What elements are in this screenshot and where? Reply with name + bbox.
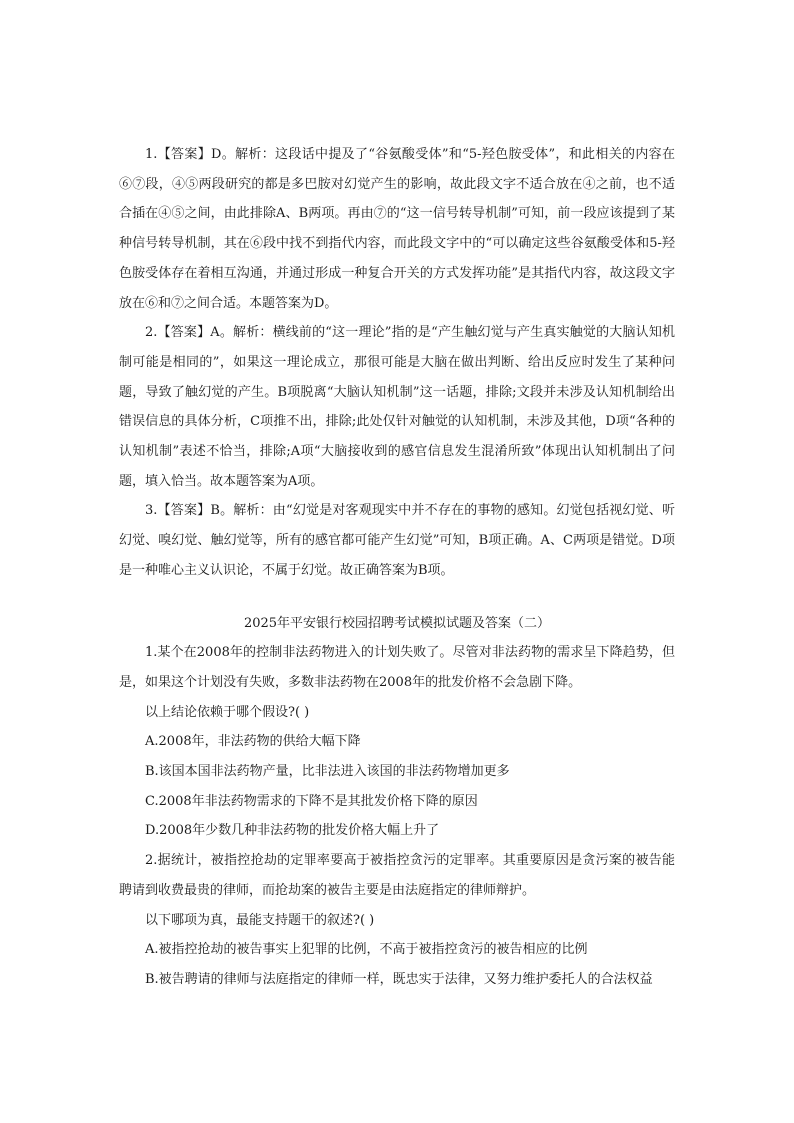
document-page: [119, 140, 675, 1100]
question-2-prompt: 以下哪项为真，最能支持题干的叙述?( ): [145, 912, 375, 928]
question-1-prompt: 以上结论依赖于哪个假设?( ): [145, 704, 310, 720]
answer-1: 1.【答案】D。解析：这段话中提及了“谷氨酸受体”和“5-羟色胺受体”，和此相关的内容在⑥⑦段，④⑤两段研究的都是多巴胺对幻觉产生的影响，故此段文字不适合放在④之前，也不适合插在④⑤之间，由此排除A、B两项。再由⑦的“这一信号转导机制”可知，前一段应该提到了某种信号转导机制，其在⑥段中找不到指代内容，而此段文字中的“可以确定这些谷氨酸受体和5-羟色胺受体存在着相互沟通，并通过形成一种复合开关的方式发挥功能”是其指代内容，故这段文字放在⑥和⑦之间合适。本题答案为D。: [119, 147, 675, 311]
section-title: 2025年平安银行校园招聘考试模拟试题及答案（二）: [243, 615, 551, 631]
answer-2: 2.【答案】A。解析：横线前的“这一理论”指的是“产生触幻觉与产生真实触觉的大脑认知机制可能是相同的”，如果这一理论成立，那很可能是大脑在做出判断、给出反应时发生了某种问题，导致了触幻觉的产生。B项脱离“大脑认知机制”这一话题，排除;文段并未涉及认知机制给出错误信息的具体分析，C项推不出，排除;此处仅针对触觉的认知机制，未涉及其他，D项“各种的认知机制”表述不恰当，排除;A项“大脑接收到的感官信息发生混淆所致”体现出认知机制出了问题，填入恰当。故本题答案为A项。: [119, 325, 675, 489]
question-2-option-b: B.被告聘请的律师与法庭指定的律师一样，既忠实于法律，又努力维护委托人的合法权益: [145, 971, 653, 987]
question-2-option-a: A.被指控抢劫的被告事实上犯罪的比例，不高于被指控贪污的被告相应的比例: [145, 942, 588, 958]
question-1-option-d: D.2008年少数几种非法药物的批发价格大幅上升了: [145, 823, 440, 839]
question-2-stem: 2.据统计，被指控抢劫的定罪率要高于被指控贪污的定罪率。其重要原因是贪污案的被告能聘请到收费最贵的律师，而抢劫案的被告主要是由法庭指定的律师辩护。: [119, 853, 675, 898]
question-1-stem: 1.某个在2008年的控制非法药物进入的计划失败了。尽管对非法药物的需求呈下降趋势，但是，如果这个计划没有失败，多数非法药物在2008年的批发价格不会急剧下降。: [119, 645, 675, 690]
question-1-option-c: C.2008年非法药物需求的下降不是其批发价格下降的原因: [145, 793, 478, 809]
answer-3: 3.【答案】B。解析：由“幻觉是对客观现实中并不存在的事物的感知。幻觉包括视幻觉、听幻觉、嗅幻觉、触幻觉等，所有的感官都可能产生幻觉”可知，B项正确。A、C两项是错觉。D项是一种唯心主义认识论，不属于幻觉。故正确答案为B项。: [119, 503, 675, 578]
question-1-option-b: B.该国本国非法药物产量，比非法进入该国的非法药物增加更多: [145, 764, 510, 780]
question-1-option-a: A.2008年，非法药物的供给大幅下降: [145, 734, 361, 750]
